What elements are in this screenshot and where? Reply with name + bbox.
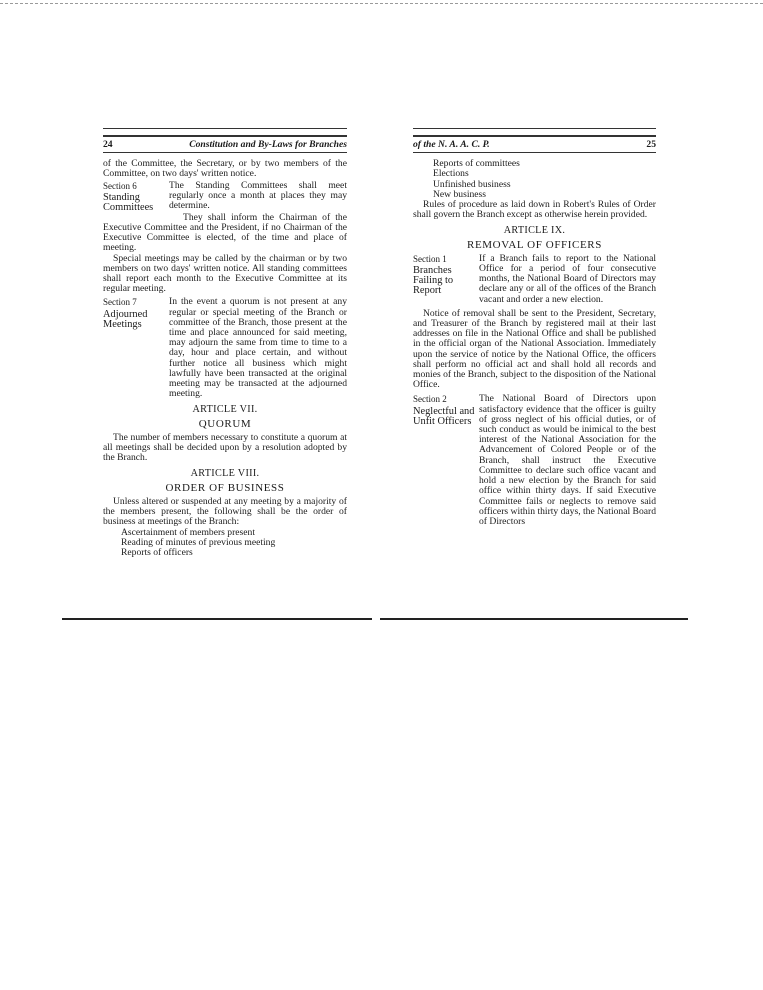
running-title: Constitution and By-Laws for Branches: [189, 139, 347, 150]
notice-paragraph: Notice of removal shall be sent to the President, Secretary, and Treasurer of the Branch by registered mail at their last addresses on file in the National Office and shall be published in the official organ of the National Association. Immediately upon the service of notice by the National Office, the officers shall perform no official act and shall hold all records and monies of the Branch, subject to the disposition of the National Office.: [413, 307, 656, 391]
article-heading: ARTICLE VIII.: [190, 468, 260, 480]
section-label: Section 6: [103, 180, 137, 191]
list-item: Unfinished business: [433, 178, 511, 190]
left-running-header: [103, 140, 347, 153]
section-1: [413, 254, 656, 305]
header-rule: [103, 128, 347, 137]
section-side: [413, 394, 479, 527]
article-title: ORDER OF BUSINESS: [165, 481, 285, 494]
section-text: The National Board of Directors upon satisfactory evidence that the officer is guilty of gross neglect of his official duties, or of such conduct as would be inimical to the best interest of the National Association for the Advancement of Colored People or of the Branch, shall instruct the Executive Committee to declare such office vacant and hold a new election by the Branch for said office within thirty days. If said Executive Committee fails or neglects to remove said officers within thirty days, the National Board of Directors: [479, 393, 657, 527]
list-item: Reading of minutes of previous meeting: [121, 536, 276, 548]
page-number: 24: [103, 139, 113, 150]
article-heading: ARTICLE IX.: [503, 225, 566, 237]
running-title: of the N. A. A. C. P.: [413, 139, 490, 150]
section-side: [103, 181, 169, 213]
section-text: In the event a quorum is not present at any regular or special meeting of the Branch or committee of the Branch, those present at the time and place announced for said meeting, may adjourn the same from time to time to a day, hour and place certain, and without further notice all business which might lawfully have been transacted at the original meeting may be transacted at the adjourned meeting.: [169, 296, 347, 400]
section-title: Neglectful and Unfit Officers: [413, 405, 475, 427]
left-page: [103, 128, 347, 558]
section-6-special-meetings: Special meetings may be called by the chairman or by two members on two days' written notice. All standing committees shall report each month to the Executive Committee at its regular meeting.: [103, 252, 347, 295]
right-page: [413, 128, 656, 527]
list-item: Reports of committees: [433, 158, 520, 170]
section-2: [413, 394, 656, 527]
section-label: Section 7: [103, 297, 137, 308]
page-bottom-rule: [62, 618, 372, 620]
article-heading: ARTICLE VII.: [192, 404, 258, 416]
order-of-business-list-continued: [413, 159, 656, 200]
scan-top-edge: [0, 3, 763, 4]
list-item: Elections: [433, 168, 469, 180]
section-title: Standing Committees: [103, 191, 154, 213]
article-text: The number of members necessary to constitute a quorum at all meetings shall be decided upon by a resolution adopted by the Branch.: [103, 431, 347, 464]
section-label: Section 2: [413, 394, 447, 405]
section-side: [103, 297, 169, 399]
article-title: REMOVAL OF OFFICERS: [467, 238, 602, 251]
section-text: The Standing Committees shall meet regularly once a month at places they may determine.: [169, 179, 347, 212]
section-6-continued: They shall inform the Chairman of the Executive Committee and the President, if no Chairman of the Executive Committee is elected, of the time and place of meeting.: [103, 211, 347, 254]
section-side: [413, 254, 479, 305]
list-item: Ascertainment of members present: [121, 526, 255, 538]
list-item: Reports of officers: [121, 546, 193, 558]
section-label: Section 1: [413, 253, 447, 264]
list-item: New business: [433, 188, 487, 200]
intro-paragraph: of the Committee, the Secretary, or by two members of the Committee, on two days' written notice.: [103, 158, 347, 180]
right-running-header: [413, 140, 656, 153]
rules-paragraph: Rules of procedure as laid down in Robert's Rules of Order shall govern the Branch except as otherwise herein provided.: [413, 199, 656, 221]
section-title: Adjourned Meetings: [103, 308, 148, 330]
section-7: [103, 297, 347, 399]
section-title: Branches Failing to Report: [413, 265, 454, 297]
article-text: Unless altered or suspended at any meeting by a majority of the members present, the following shall be the order of business at meetings of the Branch:: [103, 495, 347, 528]
page-number: 25: [646, 139, 656, 150]
section-text: If a Branch fails to report to the National Office for a period of four consecutive months, the National Board of Directors may declare any or all of the offices of the Branch vacant and order a new election.: [479, 252, 656, 305]
article-title: QUORUM: [198, 417, 252, 430]
header-rule: [413, 128, 656, 137]
page-bottom-rule: [380, 618, 688, 620]
order-of-business-list: [103, 528, 347, 559]
section-6: [103, 181, 347, 213]
